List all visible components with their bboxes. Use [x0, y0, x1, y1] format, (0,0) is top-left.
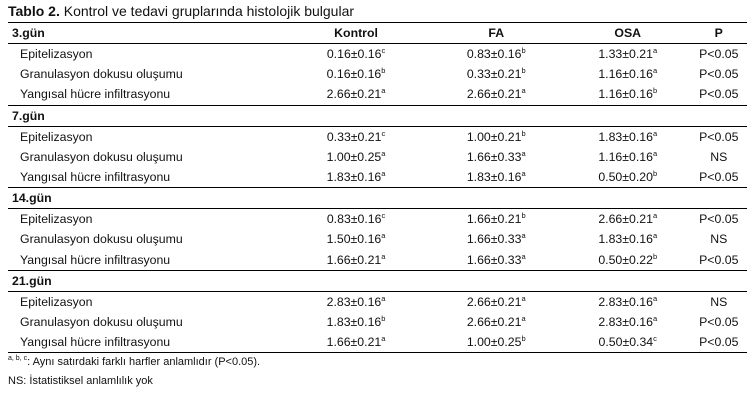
row-label: Yangısal hücre infiltrasyonu: [20, 87, 171, 102]
p-cell: P<0.05: [699, 170, 739, 185]
row-label: Granulasyon dokusu oluşumu: [20, 67, 183, 82]
fa-cell: 0.33±0.21$^b$: [466, 66, 526, 82]
table-row: [8, 209, 747, 230]
p-cell: P<0.05: [699, 212, 739, 227]
header-fa: FA: [428, 23, 565, 44]
p-cell: P<0.05: [699, 129, 739, 144]
row-label: Yangısal hücre infiltrasyonu: [8, 332, 284, 353]
row-label: Epitelizasyon: [20, 129, 93, 144]
kontrol-cell: 1.66±0.21$^a$: [326, 251, 386, 267]
footnote-significance: [8, 356, 260, 368]
fa-cell: 1.00±0.21$^b$: [466, 128, 526, 144]
section-header-row: [8, 188, 747, 209]
kontrol-cell: 1.83±0.16$^a$: [326, 169, 386, 185]
footnote-text: : Aynı satırdaki farklı harfler anlamlıdır (P<0.05).: [27, 356, 261, 368]
row-label: Epitelizasyon: [20, 294, 93, 309]
fa-cell: 0.83±0.16$^b$: [466, 46, 526, 62]
p-cell: P<0.05: [699, 314, 739, 329]
osa-cell: 0.50±0.22$^b$: [598, 251, 658, 267]
p-cell: P<0.05: [699, 252, 739, 267]
row-label: Yangısal hücre infiltrasyonu: [20, 252, 171, 267]
p-cell: NS: [710, 149, 728, 164]
osa-cell: 1.83±0.16$^a$: [598, 128, 658, 144]
histology-table: [8, 22, 747, 353]
osa-cell: 1.16±0.16$^a$: [598, 66, 658, 82]
fa-cell: 2.66±0.21$^a$: [466, 313, 526, 329]
osa-cell: 1.16±0.16$^a$: [598, 148, 658, 164]
section-title: 7.gün: [8, 105, 284, 126]
header-osa: OSA: [565, 23, 691, 44]
osa-cell: 2.66±0.21$^a$: [598, 211, 658, 227]
table-row: [8, 250, 747, 271]
p-cell: NS: [710, 232, 728, 247]
fa-cell: 1.66±0.21$^b$: [466, 211, 526, 227]
section-header-row: [8, 105, 747, 126]
p-cell: P<0.05: [699, 87, 739, 102]
osa-cell: 1.33±0.21$^a$: [598, 46, 658, 62]
header-kontrol: Kontrol: [284, 23, 427, 44]
table-row: [8, 147, 747, 167]
row-label: Epitelizasyon: [20, 47, 93, 62]
row-label: Yangısal hücre infiltrasyonu: [20, 170, 171, 185]
section-title: 21.gün: [8, 270, 284, 291]
section-header-row: [8, 270, 747, 291]
p-cell: P<0.05: [699, 47, 739, 62]
table-row: [8, 44, 747, 65]
table-row: [8, 291, 747, 312]
fa-cell: 1.00±0.25$^b$: [428, 332, 565, 353]
table-row: [8, 332, 747, 353]
kontrol-cell: 1.66±0.21$^a$: [284, 332, 427, 353]
row-label: Epitelizasyon: [20, 212, 93, 227]
caption-label: Tablo 2.: [8, 3, 60, 19]
p-cell: P<0.05: [699, 67, 739, 82]
header-day-3: 3.gün: [8, 23, 284, 44]
kontrol-cell: 1.83±0.16$^b$: [326, 313, 386, 329]
table-caption: [8, 2, 354, 20]
osa-cell: 0.50±0.34$^c$: [565, 332, 691, 353]
table-row: [8, 312, 747, 332]
table-row: [8, 64, 747, 84]
p-cell: P<0.05: [691, 332, 747, 353]
osa-cell: 0.50±0.20$^b$: [598, 169, 658, 185]
p-cell: NS: [710, 294, 728, 309]
kontrol-cell: 1.50±0.16$^a$: [326, 231, 386, 247]
osa-cell: 2.83±0.16$^a$: [598, 293, 658, 309]
kontrol-cell: 0.16±0.16$^c$: [326, 46, 386, 62]
table-row: [8, 229, 747, 249]
osa-cell: 1.16±0.16$^b$: [598, 86, 658, 102]
fa-cell: 2.66±0.21$^a$: [466, 86, 526, 102]
kontrol-cell: 0.16±0.16$^b$: [326, 66, 386, 82]
kontrol-cell: 0.33±0.21$^c$: [326, 128, 386, 144]
table-row: [8, 167, 747, 188]
row-label: Granulasyon dokusu oluşumu: [20, 314, 183, 329]
footnote-superscripts: a, b, c: [8, 355, 28, 362]
osa-cell: 2.83±0.16$^a$: [598, 313, 658, 329]
row-label: Granulasyon dokusu oluşumu: [20, 149, 183, 164]
fa-cell: 1.66±0.33$^a$: [466, 251, 526, 267]
fa-cell: 1.66±0.33$^a$: [466, 148, 526, 164]
fa-cell: 1.83±0.16$^a$: [466, 169, 526, 185]
fa-cell: 1.66±0.33$^a$: [466, 231, 526, 247]
osa-cell: 1.83±0.16$^a$: [598, 231, 658, 247]
row-label: Granulasyon dokusu oluşumu: [20, 232, 183, 247]
table-row: [8, 126, 747, 147]
kontrol-cell: 2.83±0.16$^a$: [326, 293, 386, 309]
table-row: [8, 84, 747, 105]
section-title: 14.gün: [8, 188, 284, 209]
table-header-row: [8, 23, 747, 44]
footnote-ns: NS: İstatistiksel anlamlılık yok: [8, 375, 153, 387]
kontrol-cell: 1.00±0.25$^a$: [326, 148, 386, 164]
kontrol-cell: 2.66±0.21$^a$: [326, 86, 386, 102]
kontrol-cell: 0.83±0.16$^c$: [326, 211, 386, 227]
fa-cell: 2.66±0.21$^a$: [466, 293, 526, 309]
caption-text: Kontrol ve tedavi gruplarında histolojik bulgular: [59, 3, 355, 19]
header-p: P: [691, 23, 747, 44]
